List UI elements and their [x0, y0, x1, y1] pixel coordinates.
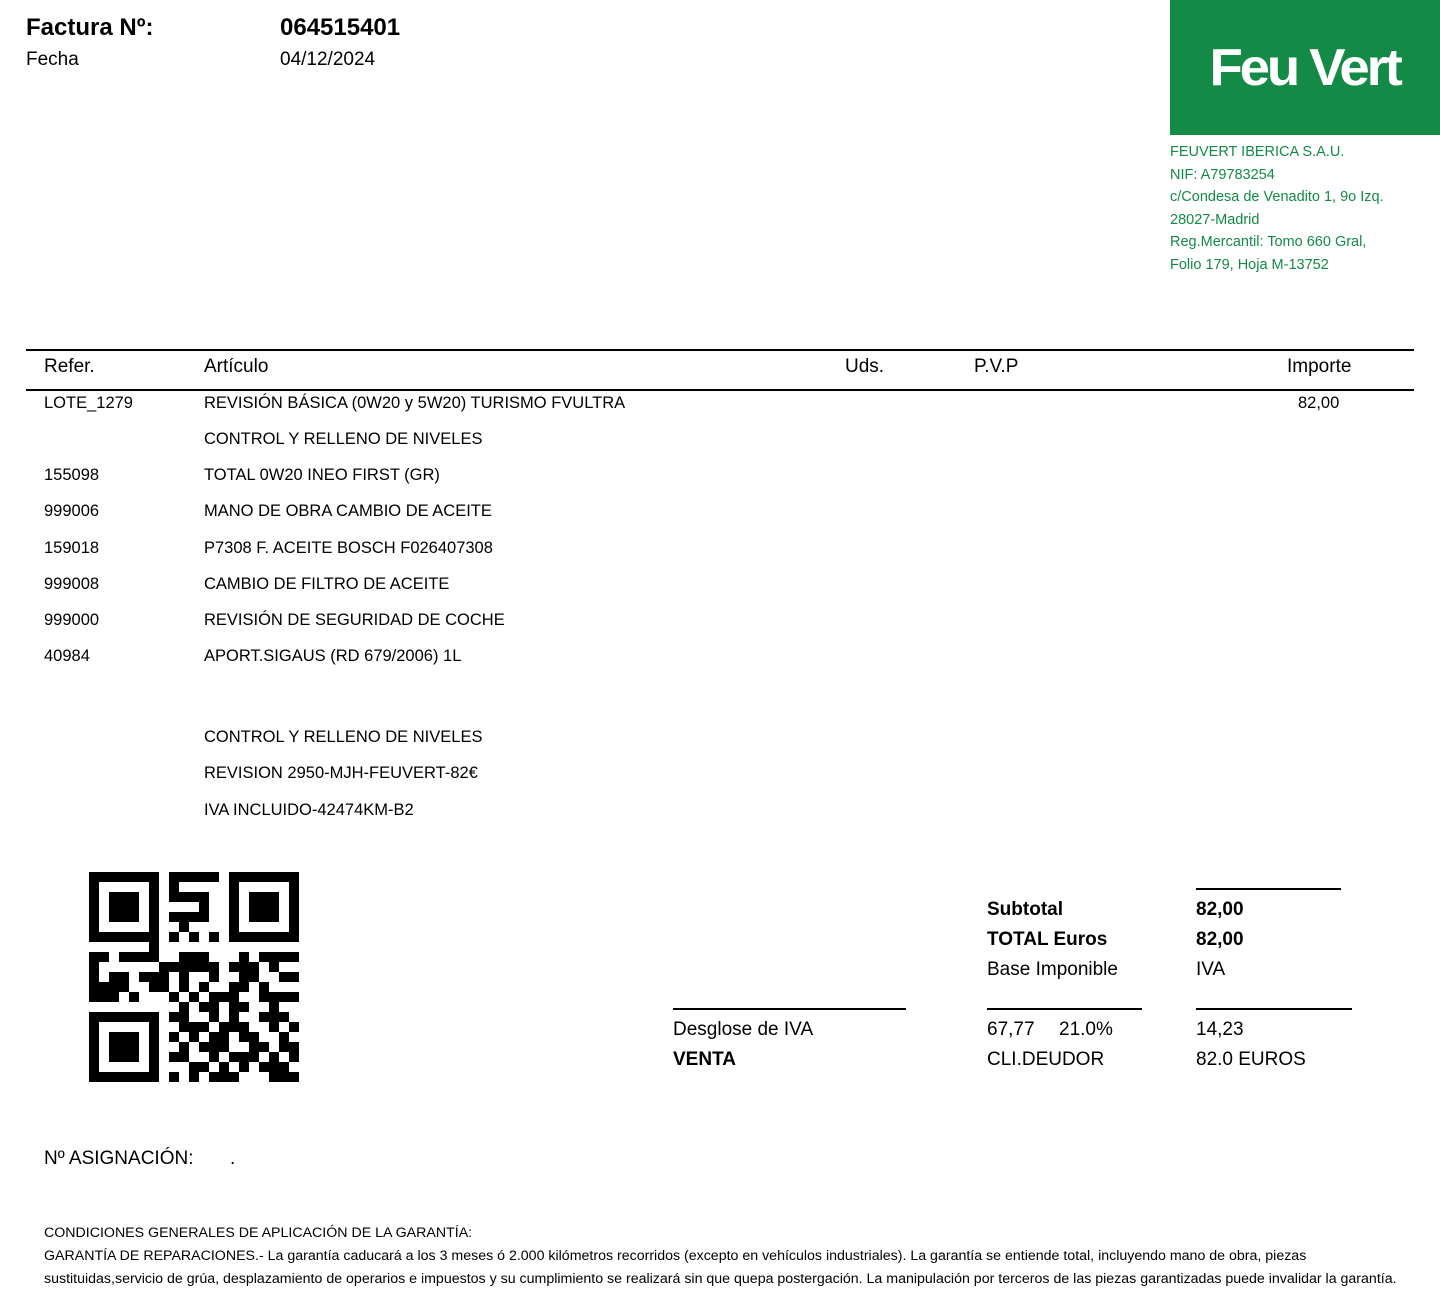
invoice-label: Factura Nº:	[26, 14, 154, 41]
row-ref: 999000	[44, 611, 100, 629]
table-row	[0, 430, 1440, 450]
col-header-amount: Importe	[1287, 356, 1352, 377]
table-row	[0, 394, 1440, 414]
row-article: REVISIÓN BÁSICA (0W20 y 5W20) TURISMO FVULTRA	[204, 394, 626, 412]
row-ref: 999006	[44, 502, 100, 520]
date-label: Fecha	[26, 49, 79, 70]
venta-label: VENTA	[673, 1049, 736, 1070]
company-info	[1170, 141, 1384, 277]
company-folio: Folio 179, Hoja M-13752	[1170, 256, 1329, 273]
row-article: CONTROL Y RELLENO DE NIVELES	[204, 430, 483, 448]
row-ref: 159018	[44, 539, 100, 557]
qr-code-icon	[89, 872, 299, 1082]
company-nif: NIF: A79783254	[1170, 166, 1275, 183]
col-header-ref: Refer.	[44, 356, 95, 377]
row-ref: 999008	[44, 575, 100, 593]
venta-amount: 82.0 EUROS	[1196, 1049, 1306, 1070]
row-article: APORT.SIGAUS (RD 679/2006) 1L	[204, 647, 462, 665]
row-amount: 82,00	[1298, 394, 1340, 412]
desglose-rule	[673, 1008, 906, 1010]
row-article: MANO DE OBRA CAMBIO DE ACEITE	[204, 502, 492, 520]
iva-rule	[1196, 1008, 1352, 1010]
row-article: TOTAL 0W20 INEO FIRST (GR)	[204, 466, 440, 484]
total-value: 82,00	[1196, 929, 1244, 950]
conditions-title: CONDICIONES GENERALES DE APLICACIÓN DE LA GARANTÍA:	[44, 1225, 473, 1241]
row-article: CAMBIO DE FILTRO DE ACEITE	[204, 575, 450, 593]
iva-value: 14,23	[1196, 1019, 1244, 1040]
company-address: c/Condesa de Venadito 1, 9o Izq.	[1170, 189, 1384, 206]
col-header-pvp: P.V.P	[974, 356, 1019, 377]
date-value: 04/12/2024	[280, 49, 376, 70]
company-registry: Reg.Mercantil: Tomo 660 Gral,	[1170, 234, 1367, 251]
row-ref: 40984	[44, 647, 90, 665]
warranty-conditions	[44, 1222, 1404, 1291]
company-name: FEUVERT IBERICA S.A.U.	[1170, 144, 1345, 160]
assignment-label: Nº ASIGNACIÓN:	[44, 1148, 194, 1169]
invoice-number: 064515401	[280, 14, 401, 41]
assignment-value: .	[230, 1148, 236, 1169]
table-row	[0, 647, 1440, 667]
base-value: 67,77	[987, 1019, 1035, 1040]
col-header-units: Uds.	[845, 356, 885, 377]
table-row	[0, 466, 1440, 486]
table-row	[0, 575, 1440, 595]
logo-text: Feu Vert	[1209, 38, 1401, 97]
row-ref: 155098	[44, 466, 100, 484]
iva-label: IVA	[1196, 959, 1226, 980]
venta-mode: CLI.DEUDOR	[987, 1049, 1105, 1070]
feu-vert-logo	[1170, 0, 1440, 135]
note-line: REVISION 2950-MJH-FEUVERT-82€	[204, 764, 478, 782]
base-rule	[987, 1008, 1142, 1010]
subtotal-value: 82,00	[1196, 899, 1244, 920]
note-line: IVA INCLUIDO-42474KM-B2	[204, 801, 414, 819]
conditions-text: GARANTÍA DE REPARACIONES.- La garantía caducará a los 3 meses ó 2.000 kilómetros recorridos (excepto en vehículos industriales). La garantía se entiende total, incluyendo mano de obra, piezas sustituidas,servicio de grúa, desplazamiento de operarios e impuestos y su cumplimiento se realizará sin que quepa postergación. La manipulación por terceros de las piezas garantizadas puede invalidar la garantía.	[44, 1248, 1397, 1287]
base-label: Base Imponible	[987, 959, 1118, 980]
table-top-rule	[26, 349, 1414, 351]
col-header-article: Artículo	[204, 356, 269, 377]
iva-rate: 21.0%	[1059, 1019, 1113, 1040]
company-city: 28027-Madrid	[1170, 211, 1260, 228]
table-row	[0, 611, 1440, 631]
table-row	[0, 502, 1440, 522]
note-line: CONTROL Y RELLENO DE NIVELES	[204, 728, 483, 746]
row-article: REVISIÓN DE SEGURIDAD DE COCHE	[204, 611, 505, 629]
table-row	[0, 539, 1440, 559]
subtotal-label: Subtotal	[987, 899, 1063, 920]
table-header-rule	[26, 389, 1414, 391]
desglose-label: Desglose de IVA	[673, 1019, 814, 1040]
total-label: TOTAL Euros	[987, 929, 1108, 950]
row-ref: LOTE_1279	[44, 394, 133, 412]
subtotal-rule	[1196, 888, 1341, 890]
row-article: P7308 F. ACEITE BOSCH F026407308	[204, 539, 493, 557]
